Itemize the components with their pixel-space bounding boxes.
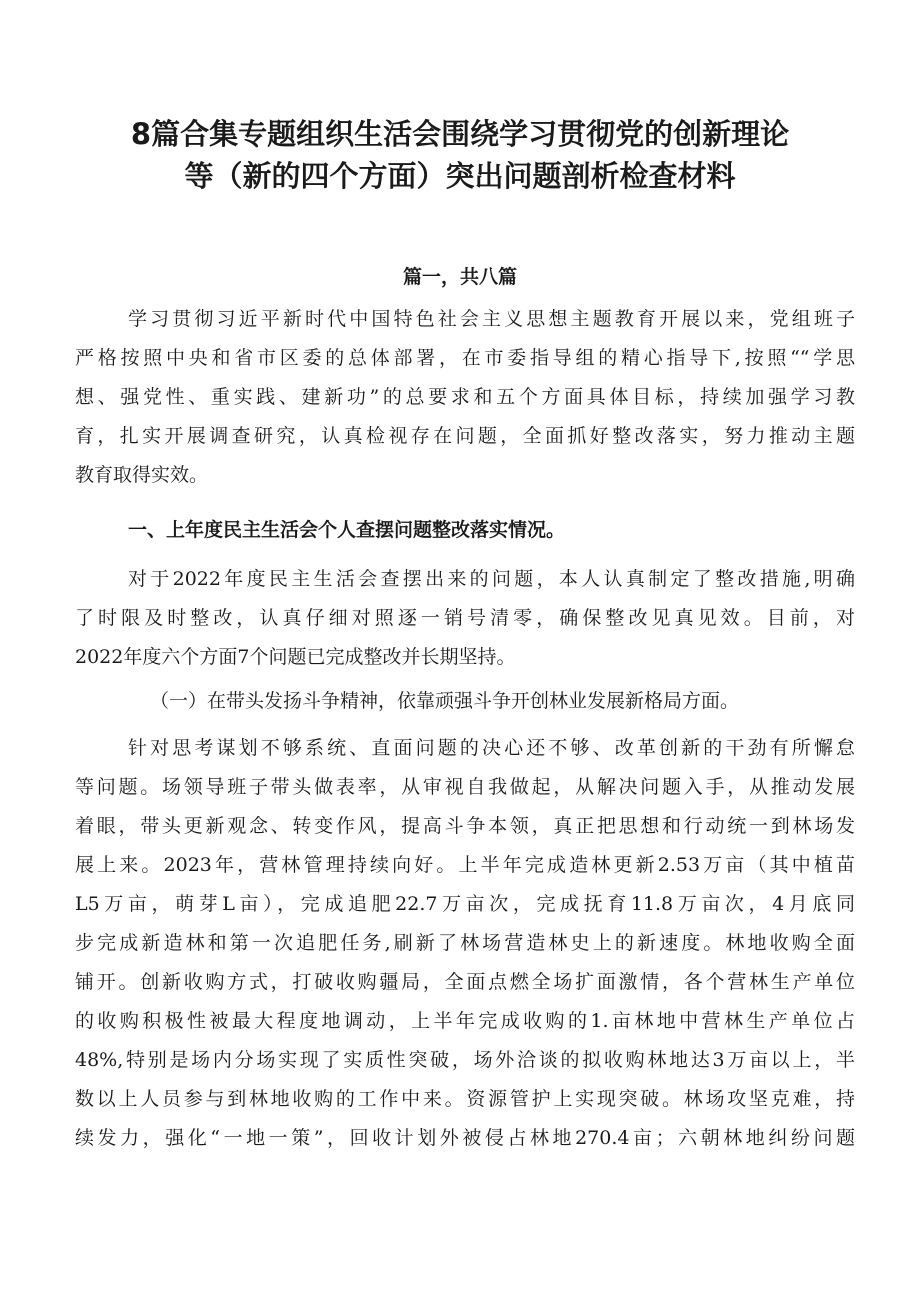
paragraph-line: 学习贯彻习近平新时代中国特色社会主义思想主题教育开展以来，党组班子: [128, 308, 855, 330]
paragraph-line: 步完成新造林和第一次追肥任务,刷新了林场营造林史上的新速度。林地收购全面: [75, 932, 855, 954]
sub-heading: （一）在带头发扬斗争精神，依靠顽强斗争开创林业发展新格局方面。: [150, 690, 740, 712]
section-subtitle: 篇一，共八篇: [402, 266, 517, 288]
paragraph-line: 的收购积极性被最大程度地调动，上半年完成收购的1.亩林地中营林生产单位占: [75, 1010, 855, 1032]
paragraph-line: 48%,特别是场内分场实现了实质性突破，场外洽谈的拟收购林地达3万亩以上，半: [75, 1049, 855, 1071]
paragraph-line: L5万亩，萌芽L亩），完成追肥22.7万亩次，完成抚育11.8万亩次，4月底同: [75, 893, 855, 915]
paragraph-line: 铺开。创新收购方式，打破收购疆局，全面点燃全场扩面激情，各个营林生产单位: [75, 971, 855, 993]
paragraph-line: 了时限及时整改，认真仔细对照逐一销号清零，确保整改见真见效。目前，对: [75, 607, 855, 629]
paragraph-line: 对于2022年度民主生活会查摆出来的问题，本人认真制定了整改措施,明确: [128, 568, 855, 590]
document-title-line-2: 等（新的四个方面）突出问题剖析检查材料: [184, 159, 736, 193]
paragraph-line: 续发力，强化“一地一策”，回收计划外被侵占林地270.4亩；六朝林地纠纷问题: [75, 1127, 855, 1149]
paragraph-line: 2022年度六个方面7个问题已完成整改并长期坚持。: [75, 646, 516, 668]
paragraph-line: 教育取得实效。: [75, 464, 209, 486]
paragraph-line: 展上来。2023年，营林管理持续向好。上半年完成造林更新2.53万亩（其中植苗: [75, 854, 855, 876]
paragraph-line: 等问题。场领导班子带头做表率，从审视自我做起，从解决问题入手，从推动发展: [75, 776, 855, 798]
paragraph-line: 育，扎实开展调查研究，认真检视存在问题，全面抓好整改落实，努力推动主题: [75, 425, 855, 447]
paragraph-line: 针对思考谋划不够系统、直面问题的决心还不够、改革创新的干劲有所懈怠: [128, 737, 855, 759]
paragraph-line: 想、强党性、重实践、建新功”的总要求和五个方面具体目标，持续加强学习教: [75, 386, 855, 408]
section-heading: 一、上年度民主生活会个人查摆问题整改落实情况。: [128, 519, 566, 541]
paragraph-line: 严格按照中央和省市区委的总体部署，在市委指导组的精心指导下,按照““学思: [75, 347, 855, 369]
paragraph-line: 着眼，带头更新观念、转变作风，提高斗争本领，真正把思想和行动统一到林场发: [75, 815, 855, 837]
paragraph-line: 数以上人员参与到林地收购的工作中来。资源管护上实现突破。林场攻坚克难，持: [75, 1088, 855, 1110]
document-title-line-1: 8篇合集专题组织生活会围绕学习贯彻党的创新理论: [130, 117, 790, 151]
